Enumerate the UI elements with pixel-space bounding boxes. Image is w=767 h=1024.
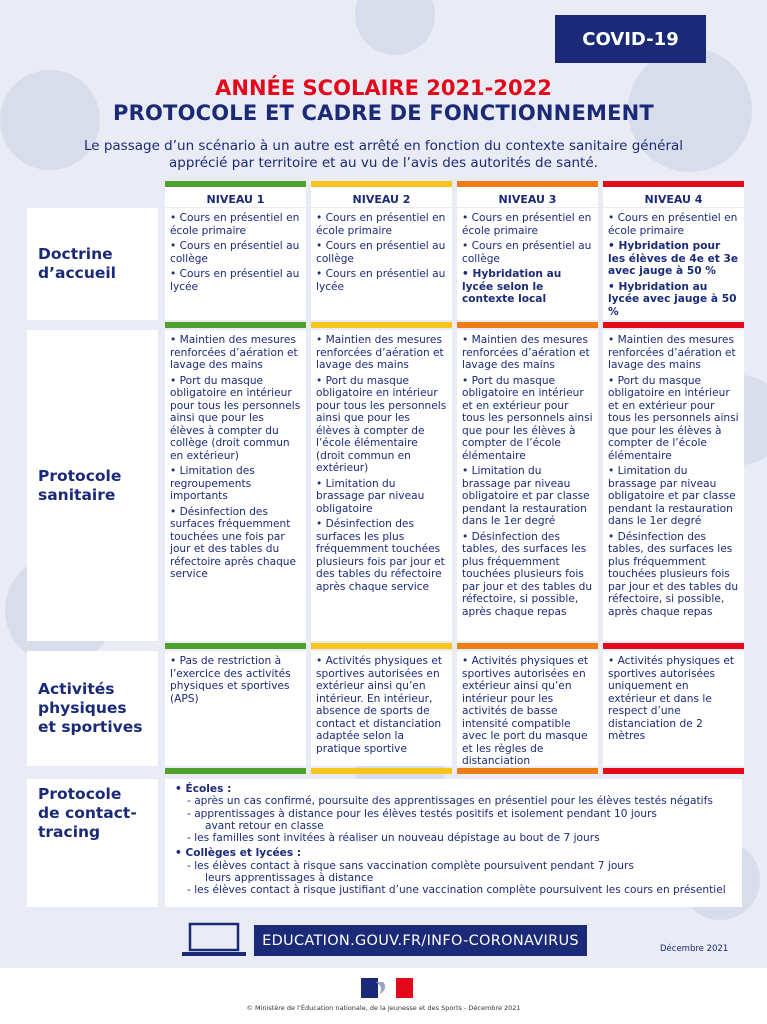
covid-badge: COVID-19 (555, 15, 706, 63)
level-4-bar (603, 322, 744, 328)
publication-date: Décembre 2021 (660, 944, 729, 954)
level-4-bar (603, 768, 744, 774)
level-1-header: NIVEAU 1 (165, 181, 306, 207)
doctrine-level-1: • Cours en présentiel en école primaire • Cours en présentiel au collège • Cours en présentiel au lycée (165, 208, 306, 320)
row-label-activites: Activités physiques et sportives (27, 651, 158, 766)
level-2-bar (311, 643, 452, 649)
level-1-bar (165, 768, 306, 774)
row-label-doctrine: Doctrine d’accueil (27, 208, 158, 320)
info-url-link[interactable]: EDUCATION.GOUV.FR/INFO-CORONAVIRUS (254, 925, 587, 956)
activites-level-1: • Pas de restriction à l’exercice des activités physiques et sportives (APS) (165, 651, 306, 766)
subtitle: Le passage d’un scénario à un autre est arrêté en fonction du contexte sanitaire général apprécié par territoire et au vu de l’avis des autorités de santé. (83, 138, 684, 171)
row-label-sanitaire: Protocole sanitaire (27, 330, 158, 641)
level-1-bar (165, 322, 306, 328)
copyright: © Ministère de l’Éducation nationale, de la Jeunesse et des Sports - Décembre 2021 (246, 1004, 521, 1012)
sanitaire-level-3: • Maintien des mesures renforcées d’aération et lavage des mains • Port du masque obligatoire en intérieur et en extérieur pour tous les personnels ainsi que pour les élèves à compter de l’école élémentaire • Limitation du brassage par niveau obligatoire et par classe pendant la restauration dans le 1er degré • Désinfection des tables, des surfaces les plus fréquemment touchées plusieurs fois par jour et des tables du réfectoire, si possible, après chaque repas (457, 330, 598, 641)
level-2-header: NIVEAU 2 (311, 181, 452, 207)
doctrine-level-2: • Cours en présentiel en école primaire • Cours en présentiel au collège • Cours en présentiel au lycée (311, 208, 452, 320)
sanitaire-level-4: • Maintien des mesures renforcées d’aération et lavage des mains • Port du masque obligatoire en intérieur et en extérieur pour tous les personnels ainsi que pour les élèves à compter de l’école élémentaire • Limitation du brassage par niveau obligatoire et par classe pendant la restauration dans le 1er degré • Désinfection des tables, des surfaces les plus fréquemment touchées plusieurs fois par jour et des tables du réfectoire, si possible, après chaque repas (603, 330, 744, 641)
level-2-bar (311, 768, 452, 774)
doctrine-level-4: • Cours en présentiel en école primaire • Hybridation pour les élèves de 4e et 3e avec jauge à 50 % • Hybridation au lycée avec jauge à 50 % (603, 208, 744, 320)
row-label-contact-tracing: Protocole de contact- tracing (27, 779, 158, 907)
title-year: ANNÉE SCOLAIRE 2021-2022 (215, 76, 552, 100)
laptop-icon (180, 922, 248, 958)
level-3-bar (457, 768, 598, 774)
level-3-header: NIVEAU 3 (457, 181, 598, 207)
activites-level-3: • Activités physiques et sportives autorisées en extérieur ainsi qu’en intérieur pour les activités de basse intensité compatible avec le port du masque et les règles de distanciation (457, 651, 598, 766)
level-3-bar (457, 643, 598, 649)
contact-tracing-content: • Écoles : - après un cas confirmé, poursuite des apprentissages en présentiel pour les élèves testés négatifs - apprentissages à distance pour les élèves testés positifs et isolement pendant 10 jours avant retour en classe - les familles sont invitées à réaliser un nouveau dépistage au bout de 7 jours • Collèges et lycées : - les élèves contact à risque sans vaccination complète poursuivent pendant 7 jours leurs apprentissages à distance - les élèves contact à risque justifiant d’une vaccination complète poursuivent les cours en présentiel (165, 779, 742, 907)
sanitaire-level-2: • Maintien des mesures renforcées d’aération et lavage des mains • Port du masque obligatoire en intérieur pour tous les personnels ainsi que pour les élèves à compter de l’école élémentaire (droit commun en extérieur) • Limitation du brassage par niveau obligatoire • Désinfection des surfaces les plus fréquemment touchées plusieurs fois par jour et des tables du réfectoire après chaque service (311, 330, 452, 641)
marianne-logo (361, 978, 413, 998)
activites-level-4: • Activités physiques et sportives autorisées uniquement en extérieur et dans le respect d’une distanciation de 2 mètres (603, 651, 744, 766)
level-4-header: NIVEAU 4 (603, 181, 744, 207)
level-2-bar (311, 322, 452, 328)
level-3-bar (457, 322, 598, 328)
level-4-bar (603, 643, 744, 649)
sanitaire-level-1: • Maintien des mesures renforcées d’aération et lavage des mains • Port du masque obligatoire en intérieur pour tous les personnels ainsi que pour les élèves à compter du collège (droit commun en extérieur) • Limitation des regroupements importants • Désinfection des surfaces fréquemment touchées une fois par jour et des tables du réfectoire après chaque service (165, 330, 306, 641)
doctrine-level-3: • Cours en présentiel en école primaire • Cours en présentiel au collège • Hybridation au lycée selon le contexte local (457, 208, 598, 320)
level-1-bar (165, 643, 306, 649)
title-protocol: PROTOCOLE ET CADRE DE FONCTIONNEMENT (113, 101, 654, 125)
activites-level-2: • Activités physiques et sportives autorisées en extérieur ainsi qu’en intérieur. En intérieur, absence de sports de contact et distanciation adaptée selon la pratique sportive (311, 651, 452, 766)
